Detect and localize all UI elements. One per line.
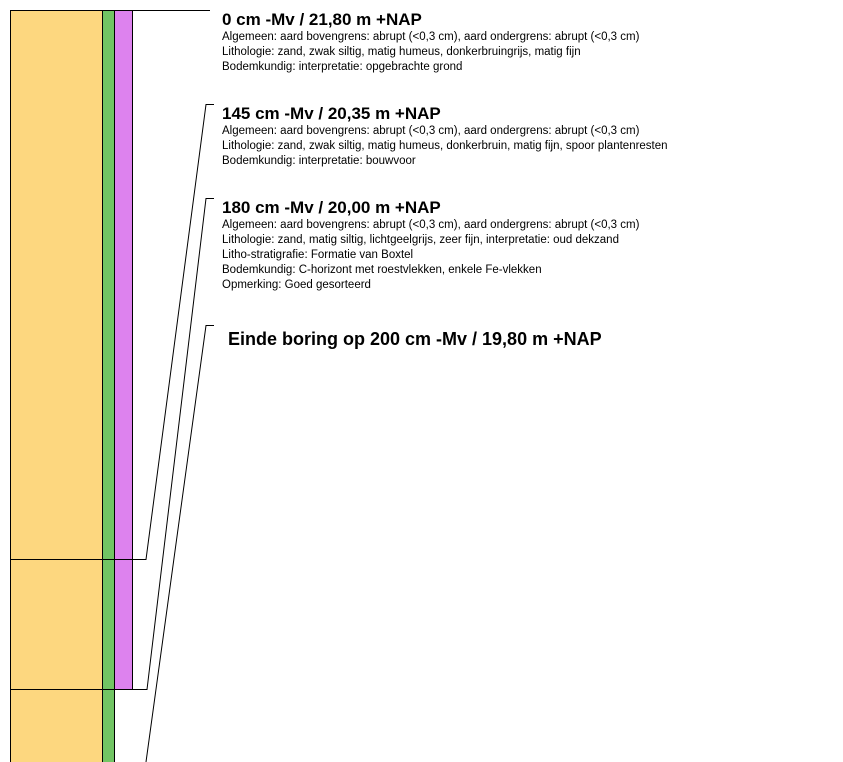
layer-180cm-line-bodemkundig: Bodemkundig: C-horizont met roestvlekken, enkele Fe-vlekken	[222, 264, 542, 276]
layer-180cm-title: 180 cm -Mv / 20,00 m +NAP	[222, 198, 441, 217]
layer-180cm-line-algemeen: Algemeen: aard bovengrens: abrupt (<0,3 cm), aard ondergrens: abrupt (<0,3 cm)	[222, 219, 640, 231]
layer-180cm-line-lithostratigrafie: Litho-stratigrafie: Formatie van Boxtel	[222, 249, 414, 261]
leader-line-end	[146, 326, 214, 762]
layer-145cm-line-lithologie: Lithologie: zand, zwak siltig, matig humeus, donkerbruin, matig fijn, spoor plantenresten	[222, 140, 668, 152]
layer-145cm-description	[222, 104, 840, 169]
layer-0cm-line-bodemkundig: Bodemkundig: interpretatie: opgebrachte grond	[222, 61, 463, 73]
layer-145cm-line-bodemkundig: Bodemkundig: interpretatie: bouwvoor	[222, 155, 416, 167]
leader-line-145cm	[132, 105, 214, 560]
end-of-boring-label: Einde boring op 200 cm -Mv / 19,80 m +NAP	[228, 329, 602, 349]
green-band	[102, 10, 114, 762]
purple-band	[114, 10, 132, 690]
sand-column	[10, 10, 102, 762]
layer-0cm-line-algemeen: Algemeen: aard bovengrens: abrupt (<0,3 cm), aard ondergrens: abrupt (<0,3 cm)	[222, 31, 640, 43]
layer-0cm-description	[222, 10, 840, 75]
layer-145cm-title: 145 cm -Mv / 20,35 m +NAP	[222, 104, 441, 123]
layer-0cm-title: 0 cm -Mv / 21,80 m +NAP	[222, 10, 422, 29]
layer-0cm-line-lithologie: Lithologie: zand, zwak siltig, matig humeus, donkerbruingrijs, matig fijn	[222, 46, 581, 58]
leader-line-180cm	[132, 199, 214, 690]
layer-180cm-description	[222, 198, 840, 293]
layer-180cm-line-lithologie: Lithologie: zand, matig siltig, lichtgeelgrijs, zeer fijn, interpretatie: oud dekzand	[222, 234, 619, 246]
layer-180cm-line-opmerking: Opmerking: Goed gesorteerd	[222, 279, 371, 291]
layer-145cm-line-algemeen: Algemeen: aard bovengrens: abrupt (<0,3 cm), aard ondergrens: abrupt (<0,3 cm)	[222, 125, 640, 137]
